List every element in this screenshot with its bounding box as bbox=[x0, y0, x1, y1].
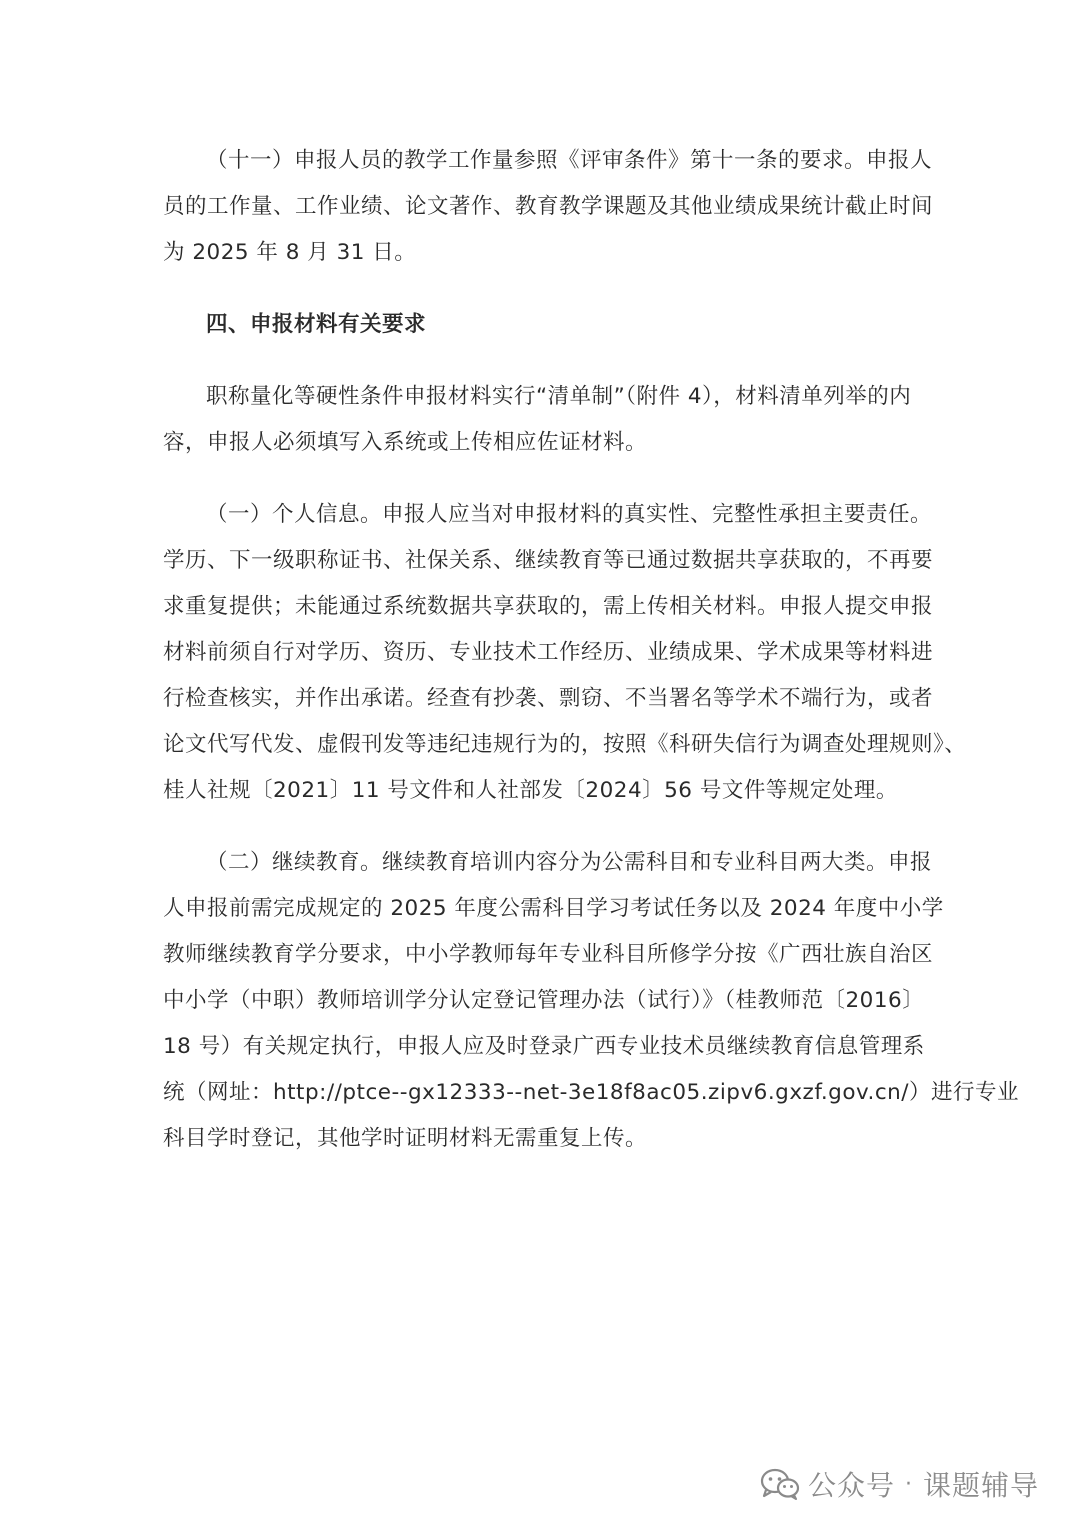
paragraph-line: （二）继续教育。继续教育培训内容分为公需科目和专业科目两大类。申报 bbox=[206, 850, 933, 875]
paragraph-line: 教师继续教育学分要求，中小学教师每年专业科目所修学分按《广西壮族自治区 bbox=[163, 942, 934, 967]
paragraph-line: 统（网址：http://ptce--gx12333--net-3e18f8ac05.zipv6.gxzf.gov.cn/）进行专业 bbox=[163, 1080, 1020, 1105]
paragraph-line: 行检查核实，并作出承诺。经查有抄袭、剽窃、不当署名等学术不端行为，或者 bbox=[163, 686, 934, 711]
paragraph-line: 容，申报人必须填写入系统或上传相应佐证材料。 bbox=[163, 430, 648, 455]
paragraph-item-1 bbox=[163, 492, 967, 814]
paragraph-line: 职称量化等硬性条件申报材料实行“清单制”（附件 4），材料清单列举的内 bbox=[206, 384, 912, 409]
document-body bbox=[163, 138, 1020, 1162]
watermark-separator: · bbox=[905, 1471, 914, 1497]
paragraph-line: 材料前须自行对学历、资历、专业技术工作经历、业绩成果、学术成果等材料进 bbox=[163, 640, 934, 665]
paragraph-item-2 bbox=[163, 840, 1020, 1162]
paragraph-line: 为 2025 年 8 月 31 日。 bbox=[163, 240, 417, 265]
paragraph-line: 桂人社规〔2021〕11 号文件和人社部发〔2024〕56 号文件等规定处理。 bbox=[163, 778, 898, 803]
section-heading: 四、申报材料有关要求 bbox=[206, 312, 427, 337]
paragraph-item-11 bbox=[163, 138, 934, 276]
wechat-icon bbox=[760, 1468, 800, 1500]
paragraph-line: 科目学时登记，其他学时证明材料无需重复上传。 bbox=[163, 1126, 648, 1151]
watermark bbox=[760, 1464, 1039, 1504]
paragraph-line: （一）个人信息。申报人应当对申报材料的真实性、完整性承担主要责任。 bbox=[206, 502, 933, 527]
paragraph-line: （十一）申报人员的教学工作量参照《评审条件》第十一条的要求。申报人 bbox=[206, 148, 933, 173]
watermark-label: 公众号 bbox=[808, 1469, 896, 1502]
paragraph-line: 员的工作量、工作业绩、论文著作、教育教学课题及其他业绩成果统计截止时间 bbox=[163, 194, 934, 219]
paragraph-line: 18 号）有关规定执行，申报人应及时登录广西专业技术员继续教育信息管理系 bbox=[163, 1034, 925, 1059]
paragraph-intro bbox=[163, 374, 923, 466]
paragraph-line: 中小学（中职）教师培训学分认定登记管理办法（试行）》（桂教师范〔2016〕 bbox=[163, 988, 925, 1013]
paragraph-line: 求重复提供；未能通过系统数据共享获取的，需上传相关材料。申报人提交申报 bbox=[163, 594, 934, 619]
paragraph-line: 学历、下一级职称证书、社保关系、继续教育等已通过数据共享获取的，不再要 bbox=[163, 548, 934, 573]
paragraph-line: 人申报前需完成规定的 2025 年度公需科目学习考试任务以及 2024 年度中小学 bbox=[163, 896, 944, 921]
watermark-account: 课题辅导 bbox=[923, 1469, 1040, 1502]
paragraph-line: 论文代写代发、虚假刊发等违纪违规行为的，按照《科研失信行为调查处理规则》、 bbox=[163, 732, 967, 757]
